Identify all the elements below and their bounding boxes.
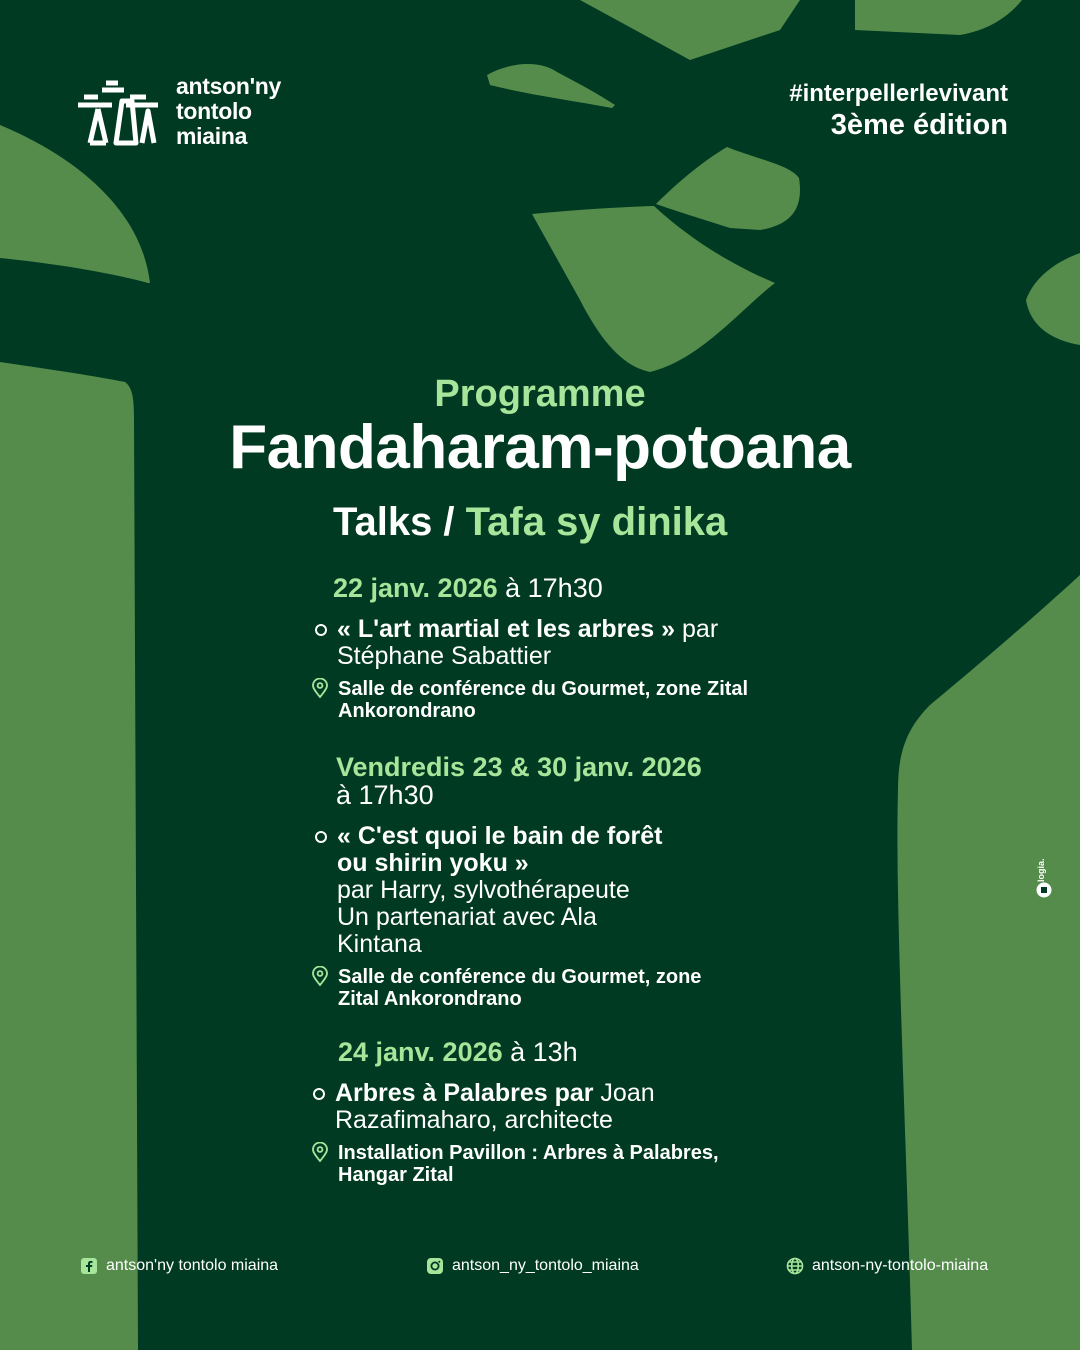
event-title: « L'art martial et les arbres »	[337, 615, 676, 643]
leaf-shape-right-edge	[1026, 253, 1080, 345]
leaf-shape-left-trunk	[0, 362, 138, 1350]
event-partner: Un partenariat avec Ala Kintana	[337, 903, 597, 958]
page-title: Fandaharam-potoana	[229, 413, 851, 482]
leaf-shape-top-right	[855, 0, 1022, 35]
location-pin-icon	[311, 966, 329, 986]
header-tagline	[789, 80, 1008, 142]
event-place	[333, 678, 753, 722]
baobab-trees-icon	[76, 77, 162, 147]
event-time: à 17h30	[497, 573, 603, 603]
event-time: à 17h30	[336, 780, 434, 810]
credit-text: logia.	[1036, 858, 1046, 882]
logo-text	[176, 74, 281, 149]
instagram-icon	[426, 1257, 444, 1275]
event-place	[333, 966, 738, 1010]
event-date	[333, 574, 753, 602]
logo-line-1: antson'ny	[176, 73, 282, 99]
event-speaker: par Stéphane Sabattier	[337, 615, 719, 670]
instagram-handle[interactable]: antson_ny_tontolo_miaina	[452, 1257, 639, 1274]
leaf-shape-center	[532, 206, 775, 372]
event-item	[333, 1038, 733, 1186]
event-date	[333, 1038, 733, 1066]
logo-line-2: tontolo	[176, 98, 252, 124]
event-time: à 13h	[502, 1037, 578, 1067]
hashtag: #interpellerlevivant	[789, 80, 1008, 107]
footer-website[interactable]	[786, 1256, 988, 1276]
event-item	[333, 753, 733, 1010]
credit-logo-icon	[1036, 882, 1052, 898]
event-title: Arbres à Palabres par	[335, 1079, 594, 1107]
globe-icon	[786, 1257, 804, 1275]
leaf-shape-top-center	[580, 0, 800, 60]
event-date-value: 24 janv. 2026	[338, 1037, 503, 1067]
location-pin-icon	[311, 678, 329, 698]
footer-facebook[interactable]	[80, 1256, 278, 1276]
bullet-circle-icon	[315, 831, 327, 843]
event-place-text: Salle de conférence du Gourmet, zone Zital Ankorondrano	[338, 966, 702, 1010]
credit-logo	[1036, 852, 1052, 900]
facebook-handle[interactable]: antson'ny tontolo miaina	[106, 1257, 279, 1274]
event-talk	[333, 1080, 680, 1134]
event-place	[333, 1142, 738, 1186]
leaf-shape-center-top	[656, 147, 800, 230]
event-place-text: Installation Pavillon : Arbres à Palabres, Hangar Zital	[338, 1142, 719, 1186]
logo-line-3: miaina	[176, 123, 248, 149]
leaf-shape-right-trunk	[897, 575, 1080, 1350]
bullet-circle-icon	[313, 1088, 325, 1100]
event-talk	[333, 823, 677, 958]
event-date	[333, 753, 733, 809]
website-url[interactable]: antson-ny-tontolo-miaina	[812, 1257, 989, 1274]
edition-label: 3ème édition	[830, 109, 1008, 141]
event-talk	[333, 616, 753, 670]
facebook-icon	[80, 1257, 98, 1275]
title-block	[0, 372, 1080, 480]
footer-instagram[interactable]	[426, 1256, 639, 1276]
section-malagasy: Tafa sy dinika	[465, 500, 728, 544]
section-heading	[333, 498, 727, 546]
event-speaker: par Harry, sylvothérapeute	[337, 876, 630, 904]
event-item	[333, 574, 753, 722]
bullet-circle-icon	[315, 624, 327, 636]
event-place-text: Salle de conférence du Gourmet, zone Zital Ankorondrano	[338, 678, 749, 722]
section-talks: Talks /	[333, 500, 455, 544]
event-date-value: Vendredis 23 & 30 janv. 2026	[336, 752, 702, 782]
logo	[76, 74, 281, 149]
location-pin-icon	[311, 1142, 329, 1162]
leaf-shape-top-small	[487, 64, 615, 108]
programme-label: Programme	[434, 373, 646, 415]
event-date-value: 22 janv. 2026	[333, 573, 498, 603]
event-title: « C'est quoi le bain de forêt ou shirin yoku »	[337, 822, 663, 877]
event-speaker: Joan Razafimaharo, architecte	[335, 1079, 655, 1134]
